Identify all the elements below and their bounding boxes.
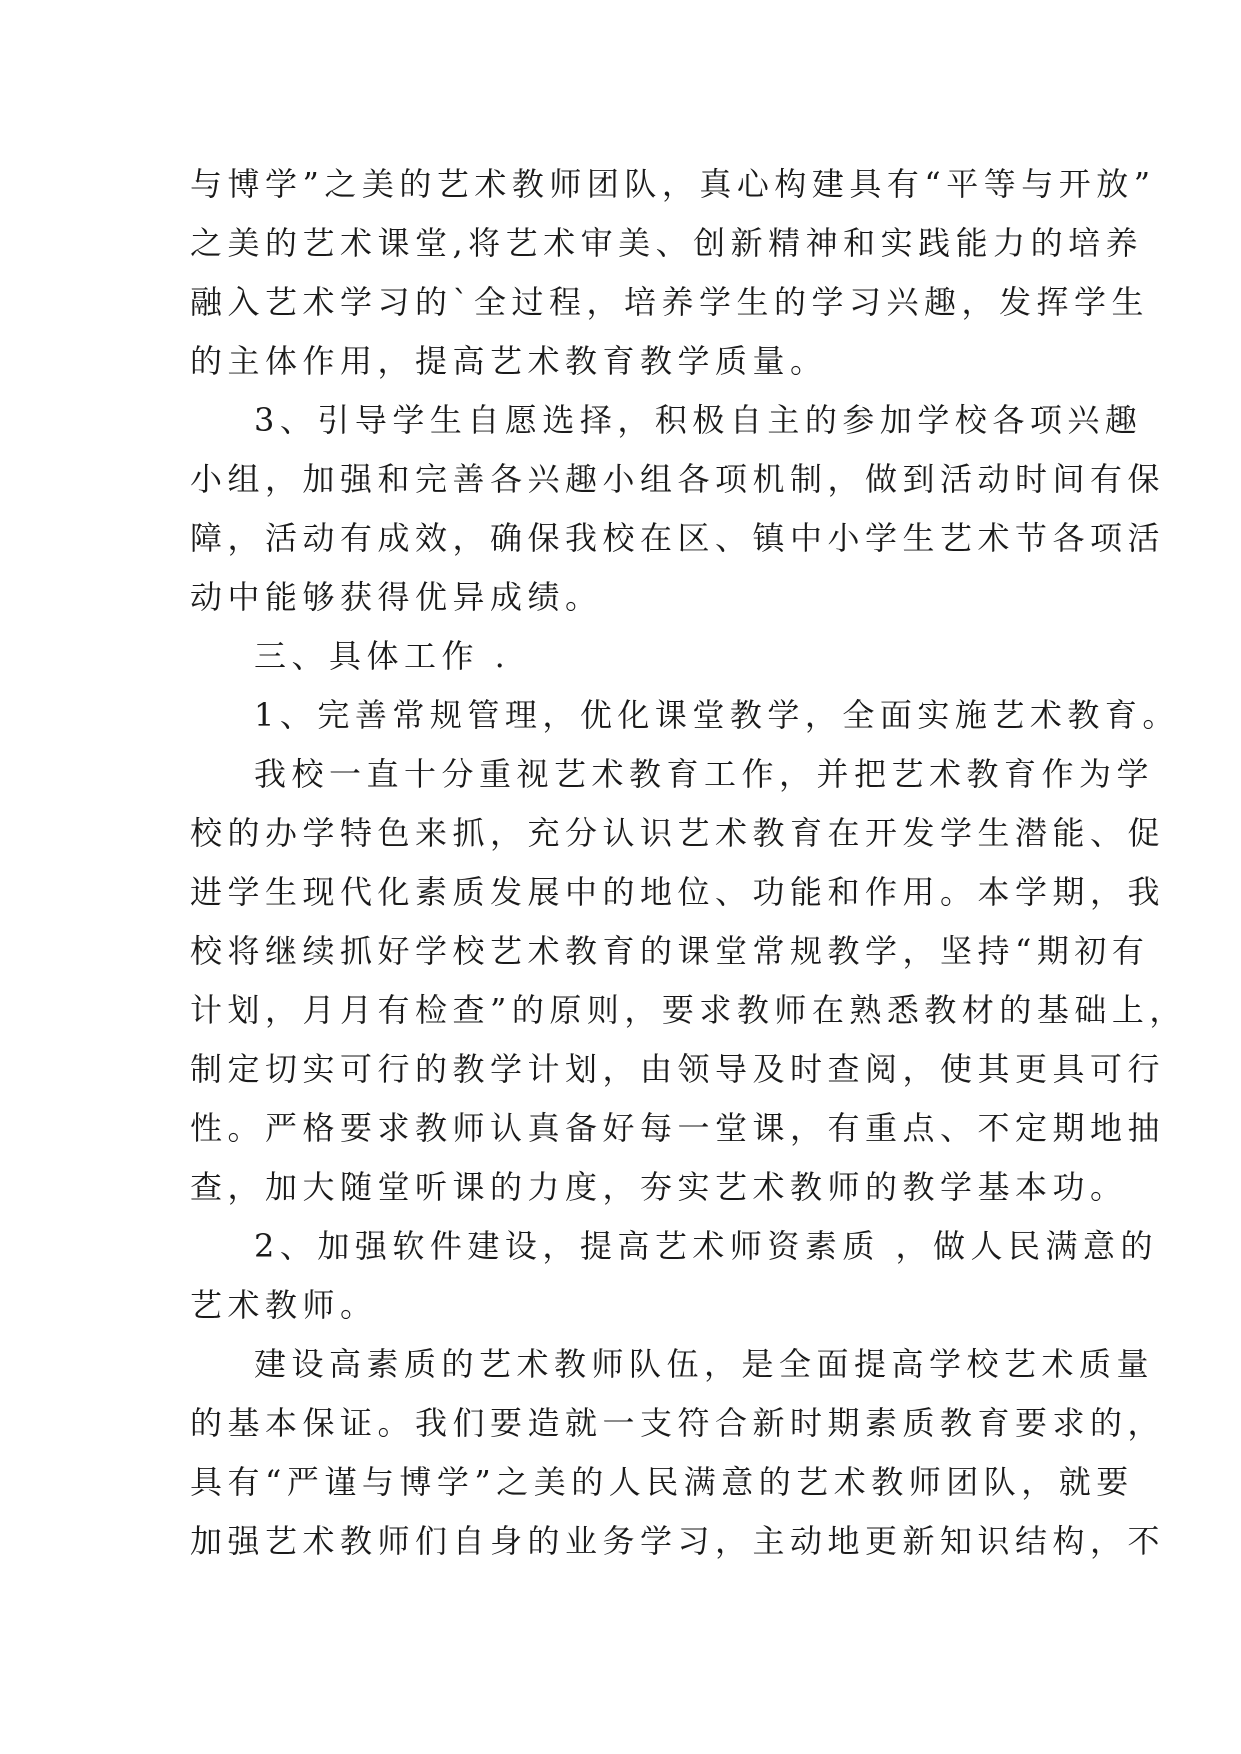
text-line-17: 性。严格要求教师认真备好每一堂课，有重点、不定期地抽 — [190, 1109, 1166, 1147]
text-line-8: 动中能够获得优异成绩。 — [190, 578, 603, 616]
text-line-15: 计划，月月有检查”的原则，要求教师在熟悉教材的基础上， — [190, 991, 1187, 1029]
text-line-3: 融入艺术学习的`全过程，培养学生的学习兴趣，发挥学生 — [190, 283, 1150, 321]
text-line-2: 之美的艺术课堂,将艺术审美、创新精神和实践能力的培养 — [190, 224, 1144, 262]
text-line-7: 障，活动有成效，确保我校在区、镇中小学生艺术节各项活 — [190, 519, 1166, 557]
text-line-24: 加强艺术教师们自身的业务学习，主动地更新知识结构，不 — [190, 1522, 1166, 1560]
text-line-16: 制定切实可行的教学计划，由领导及时查阅，使其更具可行 — [190, 1050, 1166, 1088]
text-line-18: 查，加大随堂听课的力度，夯实艺术教师的教学基本功。 — [190, 1168, 1128, 1206]
text-line-5: 3、引导学生自愿选择，积极自主的参加学校各项兴趣 — [254, 401, 1143, 439]
text-line-4: 的主体作用，提高艺术教育教学质量。 — [190, 342, 828, 380]
text-line-10: 1、完善常规管理，优化课堂教学，全面实施艺术教育。 — [254, 696, 1180, 734]
text-line-22: 的基本保证。我们要造就一支符合新时期素质教育要求的， — [190, 1404, 1166, 1442]
text-line-21: 建设高素质的艺术教师队伍，是全面提高学校艺术质量 — [254, 1345, 1155, 1383]
text-line-11: 我校一直十分重视艺术教育工作，并把艺术教育作为学 — [254, 755, 1155, 793]
text-line-20: 艺术教师。 — [190, 1286, 378, 1324]
document-body — [190, 155, 1187, 1571]
text-line-19: 2、加强软件建设，提高艺术师资素质 ，做人民满意的 — [254, 1227, 1159, 1265]
text-line-6: 小组，加强和完善各兴趣小组各项机制，做到活动时间有保 — [190, 460, 1166, 498]
text-line-1: 与博学”之美的艺术教师团队，真心构建具有“平等与开放” — [190, 165, 1156, 203]
text-line-23: 具有“严谨与博学”之美的人民满意的艺术教师团队，就要 — [190, 1463, 1134, 1501]
text-line-14: 校将继续抓好学校艺术教育的课堂常规教学，坚持“期初有 — [190, 932, 1150, 970]
text-line-13: 进学生现代化素质发展中的地位、功能和作用。本学期，我 — [190, 873, 1166, 911]
text-line-12: 校的办学特色来抓，充分认识艺术教育在开发学生潜能、促 — [190, 814, 1166, 852]
section-heading: 三、具体工作 . — [254, 637, 511, 675]
